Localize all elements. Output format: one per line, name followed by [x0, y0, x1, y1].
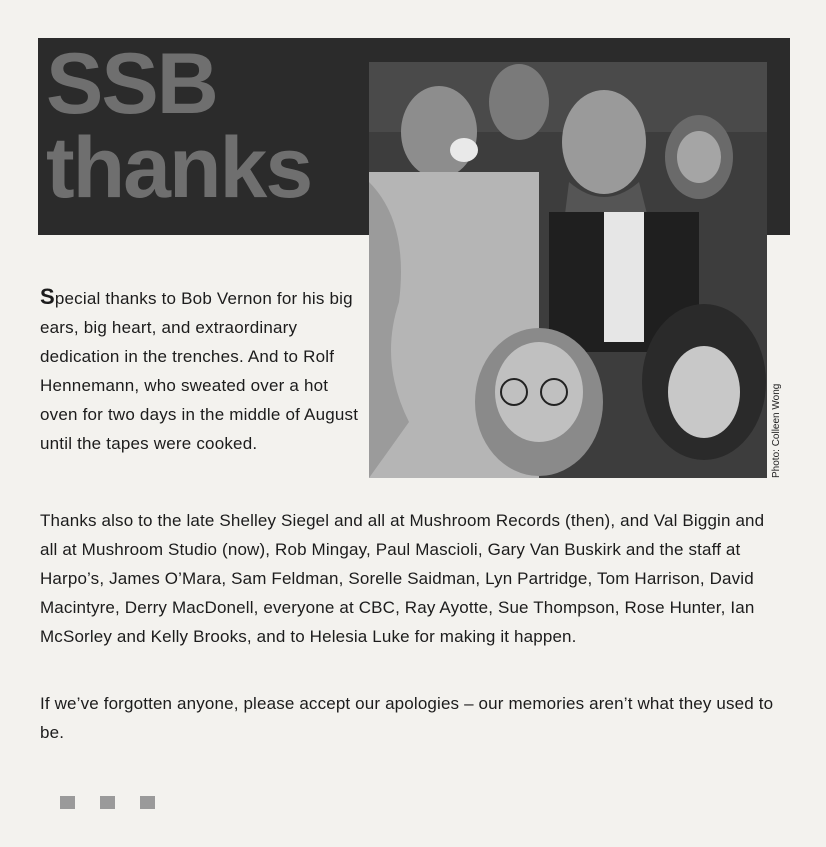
- decorative-square-2: [100, 796, 115, 809]
- band-photo-illustration: [369, 62, 767, 478]
- title-line-2: thanks: [46, 120, 312, 216]
- intro-paragraph: [40, 282, 360, 458]
- page-marks: [60, 796, 155, 809]
- photo-credit: Photo: Colleen Wong: [771, 383, 782, 478]
- apology-paragraph: If we’ve forgotten anyone, please accept our apologies – our memories aren’t what they used to be.: [40, 694, 774, 742]
- page-title: [46, 36, 312, 216]
- decorative-square-3: [140, 796, 155, 809]
- decorative-square-1: [60, 796, 75, 809]
- thanks-paragraph: Thanks also to the late Shelley Siegel and all at Mushroom Records (then), and Val Biggin and all at Mushroom Studio (now), Rob Mingay, Paul Mascioli, Gary Van Buskirk and the staff at Harpo’s, James O’Mara, Sam Feldman, Sorelle Saidman, Lyn Partridge, Tom Harrison, David Macintyre, Derry MacDonell, everyone at CBC, Ray Ayotte, Sue Thompson, Rose Hunter, Ian McSorley and Kelly Brooks, and to Helesia Luke for making it happen.: [40, 511, 765, 646]
- title-line-1: SSB: [46, 36, 217, 132]
- band-photo: [369, 62, 767, 478]
- intro-text: pecial thanks to Bob Vernon for his big ears, big heart, and extraordinary dedication in the trenches. And to Rolf Hennemann, who sweated over a hot oven for two days in the middle of August until the tapes were cooked.: [40, 289, 359, 453]
- drop-cap: S: [40, 284, 55, 309]
